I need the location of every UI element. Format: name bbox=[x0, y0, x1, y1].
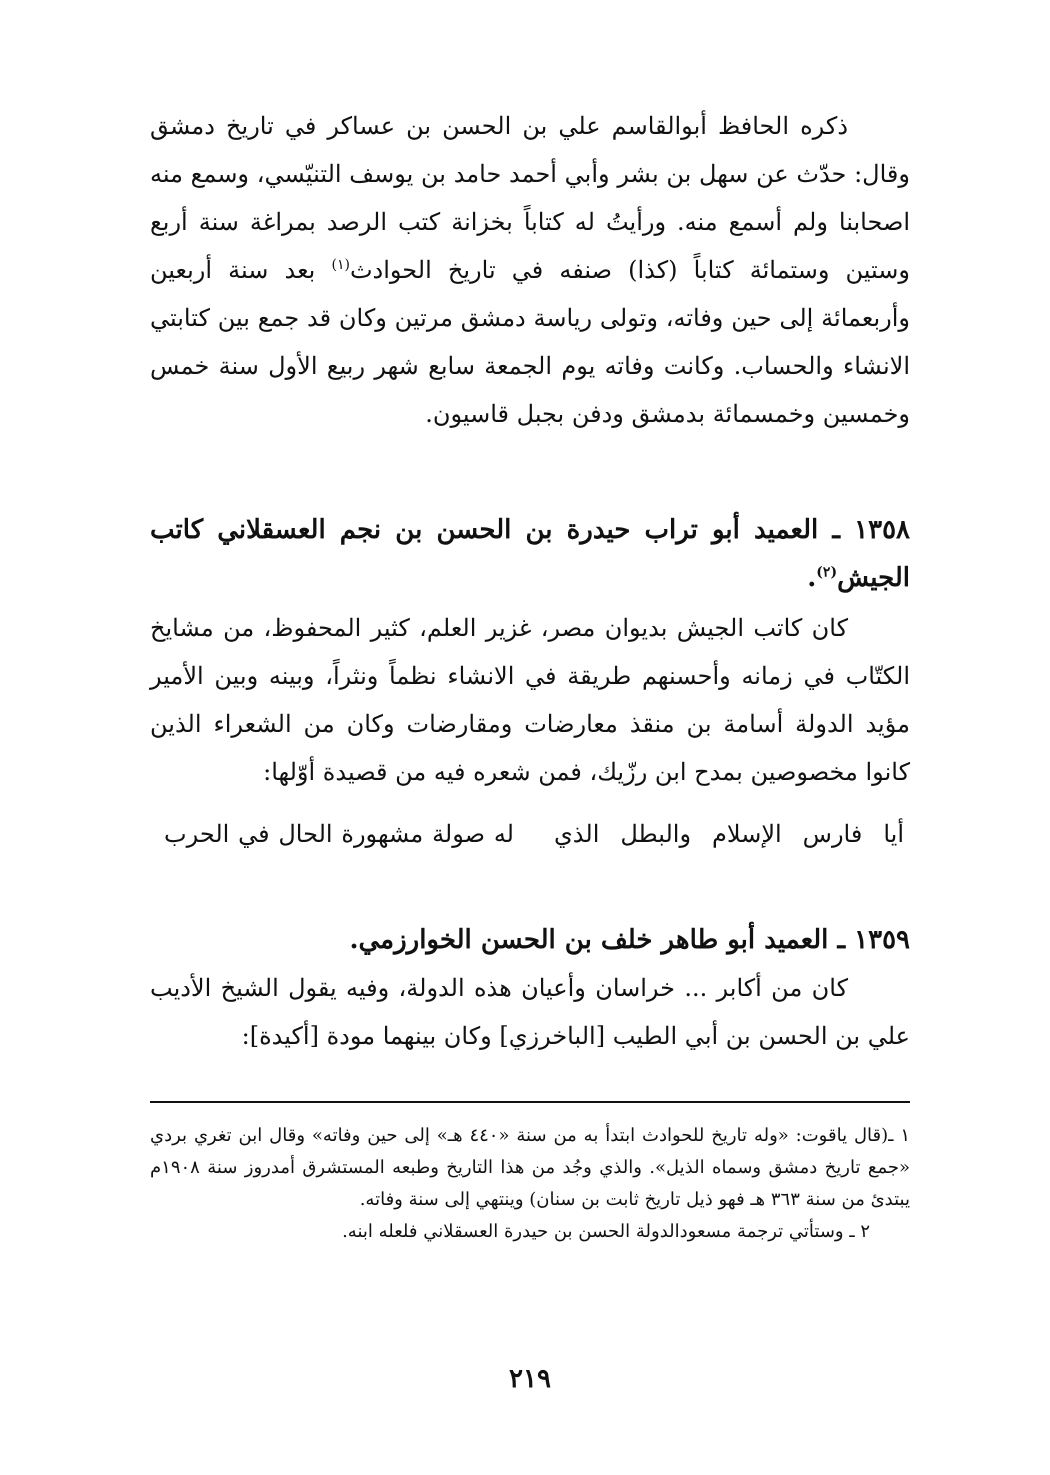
footnote-ref-1[interactable]: (١) bbox=[331, 257, 350, 273]
verse-first-hemistich: أيا فارس الإسلام والبطل الذي bbox=[554, 820, 904, 848]
entry-1358-paragraph: كان كاتب الجيش بديوان مصر، غزير العلم، كثير المحفوظ، من مشايخ الكتّاب في زمانه وأحسنهم طريقة في الانشاء نظماً ونثراً، وبينه وبين الأمير مؤيد الدولة أسامة بن منقذ معارضات ومقارضات وكان من الشعراء الذين كانوا مخصوصين بمدح ابن رزّيك، فمن شعره فيه من قصيدة أوّلها: bbox=[150, 614, 910, 786]
book-page bbox=[150, 96, 910, 1416]
footnote-divider bbox=[150, 1101, 910, 1103]
biography-paragraph bbox=[150, 102, 910, 438]
footnote-1: ١ ـ(قال ياقوت: «وله تاريخ للحوادث ابتدأ به من سنة «٤٤٠ هـ» إلى حين وفاته» وقال ابن تغري بردي «جمع تاريخ دمشق وسماه الذيل». والذي وجُد من هذا التاريخ وطبعه المستشرق أمدروز سنة ١٩٠٨م يبتدئ من سنة ٣٦٣ هـ فهو ذيل تاريخ ثابت بن سنان) وينتهي إلى سنة وفاته. bbox=[150, 1125, 911, 1210]
poem-verse bbox=[150, 810, 910, 858]
paragraph-text: ذكره الحافظ أبوالقاسم علي بن الحسن بن عساكر في تاريخ دمشق وقال: حدّث عن سهل بن بشر وأبي أحمد حامد بن يوسف التنيّسي، وسمع منه اصحابنا ولم أسمع منه. ورأيتُ له كتاباً بخزانة كتب الرصد بمراغة سنة أربع وستين وستمائة كتاباً (كذا) صنفه في تاريخ الحوادث bbox=[150, 112, 910, 284]
verse-second-hemistich: له صولة مشهورة الحال في الحرب bbox=[164, 820, 514, 848]
entry-heading-end: . bbox=[807, 563, 817, 593]
footnote-ref-2[interactable]: (٢) bbox=[816, 564, 838, 581]
page-number: ٢١٩ bbox=[509, 1364, 551, 1394]
paragraph-text-continued: بعد سنة أربعين وأربعمائة إلى حين وفاته، وتولى رياسة دمشق مرتين وكان قد جمع بين كتابتي الانشاء والحساب. وكانت وفاته يوم الجمعة سابع شهر ربيع الأول سنة خمس وخمسين وخمسمائة بدمشق ودفن بجبل قاسيون. bbox=[150, 256, 910, 428]
entry-1359-paragraph: كان من أكابر ... خراسان وأعيان هذه الدولة، وفيه يقول الشيخ الأديب علي بن الحسن بن أبي الطيب [الباخرزي] وكان بينهما مودة [أكيدة]: bbox=[150, 974, 910, 1050]
entry-1358-heading bbox=[150, 506, 910, 602]
footnote-2: ٢ ـ وستأتي ترجمة مسعودالدولة الحسن بن حيدرة العسقلاني فلعله ابنه. bbox=[342, 1221, 870, 1242]
footnotes-section bbox=[150, 1120, 910, 1248]
entry-heading-text: ١٣٥٨ ـ العميد أبو تراب حيدرة بن الحسن بن نجم العسقلاني كاتب الجيش bbox=[150, 515, 910, 593]
entry-1359-heading: ١٣٥٩ ـ العميد أبو طاهر خلف بن الحسن الخوارزمي. bbox=[349, 925, 910, 955]
